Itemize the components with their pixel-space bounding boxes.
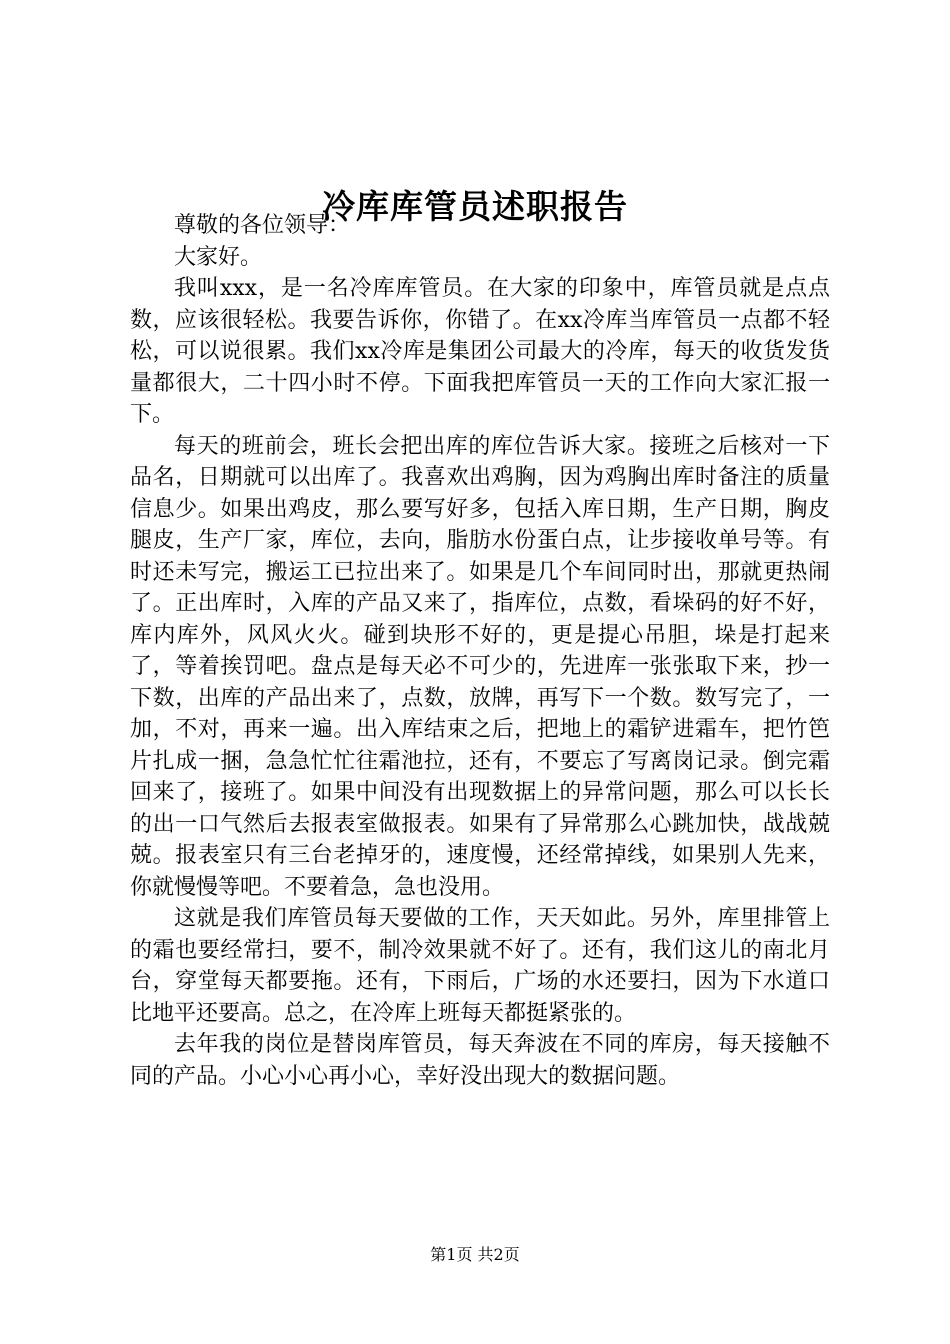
- greeting: 大家好。: [174, 244, 263, 270]
- paragraph-other-duties: 这就是我们库管员每天要做的工作，天天如此。另外，库里排管上的霜也要经常扫，要不，制冷效果就不好了。还有，我们这儿的南北月台，穿堂每天都要拖。还有，下雨后，广场的水还要扫，因为下水道口比地平还要高。总之，在冷库上班每天都挺紧张的。: [130, 906, 830, 1026]
- paragraph-daily-work: 每天的班前会，班长会把出库的库位告诉大家。接班之后核对一下品名，日期就可以出库了。我喜欢出鸡胸，因为鸡胸出库时备注的质量信息少。如果出鸡皮，那么要写好多，包括入库日期，生产日期，胸皮腿皮，生产厂家，库位，去向，脂肪水份蛋白点，让步接收单号等。有时还未写完，搬运工已拉出来了。如果是几个车间同时出，那就更热闹了。正出库时，入库的产品又来了，指库位，点数，看垛码的好不好，库内库外，风风火火。碰到块形不好的，更是提心吊胆，垛是打起来了，等着挨罚吧。盘点是每天必不可少的，先进库一张张取下来，抄一下数，出库的产品出来了，点数，放牌，再写下一个数。数写完了，一加，不对，再来一遍。出入库结束之后，把地上的霜铲进霜车，把竹笆片扎成一捆，急急忙忙往霜池拉，还有，不要忘了写离岗记录。倒完霜回来了，接班了。如果中间没有出现数据上的异常问题，那么可以长长的出一口气然后去报表室做报表。如果有了异常那么心跳加快，战战兢兢。报表室只有三台老掉牙的，速度慢，还经常掉线，如果别人先来，你就慢慢等吧。不要着急，急也没用。: [130, 433, 830, 900]
- document-body: [130, 210, 830, 1092]
- document-title: 冷库库管员述职报告: [322, 187, 628, 226]
- salutation: 尊敬的各位领导：: [174, 213, 351, 238]
- paragraph-last-year: 去年我的岗位是替岗库管员，每天奔波在不同的库房，每天接触不同的产品。小心小心再小心，幸好没出现大的数据问题。: [130, 1032, 830, 1089]
- page-number-footer: 第1页 共2页: [430, 1245, 520, 1264]
- paragraph-introduction: 我叫xxx，是一名冷库库管员。在大家的印象中，库管员就是点点数，应该很轻松。我要告诉你，你错了。在xx冷库当库管员一点都不轻松，可以说很累。我们xx冷库是集团公司最大的冷库，每天的收货发货量都很大，二十四小时不停。下面我把库管员一天的工作向大家汇报一下。: [130, 276, 830, 427]
